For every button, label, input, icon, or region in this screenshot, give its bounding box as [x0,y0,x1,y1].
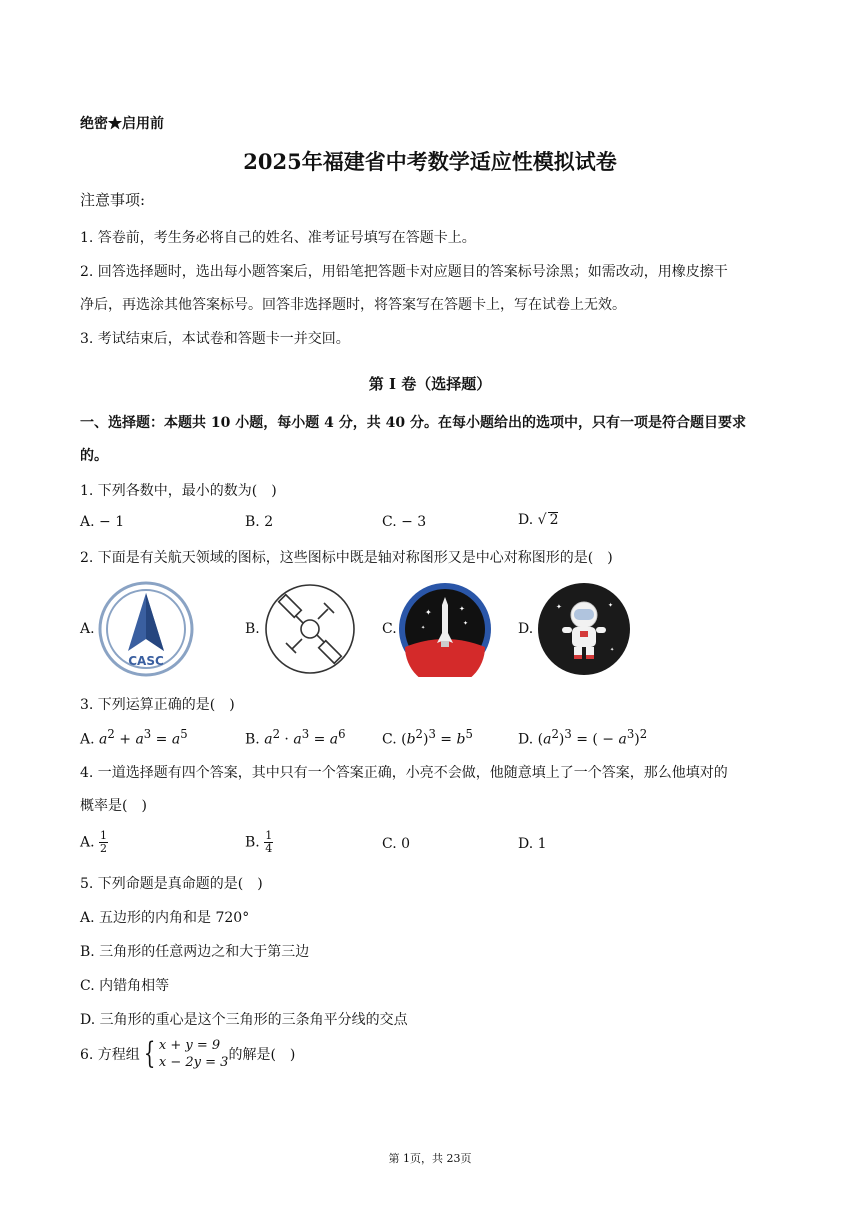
notice-heading: 注意事项: [80,191,146,209]
q1-option-b: B. 2 [245,514,274,530]
satellite-icon [262,581,358,677]
q5-option-a: A. 五边形的内角和是 720° [80,910,250,926]
page-title: 2025年福建省中考数学适应性模拟试卷 [243,149,617,174]
q5-option-d: D. 三角形的重心是这个三角形的三条角平分线的交点 [80,1012,408,1028]
question-3-stem: 3. 下列运算正确的是( ) [80,697,235,713]
svg-text:✦: ✦ [556,603,562,611]
q5-option-b: B. 三角形的任意两边之和大于第三边 [80,944,310,960]
q2-option-c-label: C. [382,621,397,637]
question-5-stem: 5. 下列命题是真命题的是( ) [80,876,263,892]
sqrt-radicand: 2 [549,512,559,528]
q3-option-a: A. $a^2 + a^3 = a^5$ [80,727,188,748]
svg-text:✦: ✦ [421,625,426,631]
q1-option-d: D. √ 2 [518,512,559,528]
svg-text:CASC: CASC [128,654,164,668]
q4-option-a: A. $\frac{1}{2}$ [80,829,108,855]
equation-system: { x + y = 9 x − 2y = 3 [143,1036,229,1071]
svg-text:✦: ✦ [425,608,432,617]
q3-option-b: B. $a^2 \cdot a^3 = a^6$ [245,727,346,748]
section-instruction: 一、选择题：本题共 10 小题，每小题 4 分，共 40 分。在每小题给出的选项中，只有一项是符合题目要求 [80,415,746,431]
svg-text:✦: ✦ [608,602,614,609]
q4-option-d: D. 1 [518,836,547,852]
question-4-stem: 4. 一道选择题有四个答案，其中只有一个答案正确，小亮不会做，他随意填上了一个答案，那么他填对的 [80,765,728,781]
q2-option-a-label: A. [80,621,95,637]
question-1-stem: 1. 下列各数中，最小的数为( ) [80,483,277,499]
confidential-label: 绝密★启用前 [80,116,164,132]
astronaut-badge-icon [536,581,632,677]
svg-text:✦: ✦ [463,620,469,627]
q3-option-d: D. $(a^2)^3$ = ( − $a^3)^2$ [518,727,648,748]
q4-option-b: B. $\frac{1}{4}$ [245,829,273,855]
svg-text:✦: ✦ [459,605,465,613]
q2-option-d-label: D. [518,621,534,637]
section-instruction-cont: 的。 [80,448,108,464]
question-2-stem: 2. 下面是有关航天领域的图标，这些图标中既是轴对称图形又是中心对称图形的是( ) [80,550,613,566]
question-6-stem: 6. 方程组 { x + y = 9 x − 2y = 3 的解是( ) [80,1036,296,1071]
q1-option-a: A. − 1 [80,514,125,530]
q4-option-c: C. 0 [382,836,411,852]
section-title: 第 I 卷（选择题） [368,375,492,393]
notice-item: 3. 考试结束后，本试卷和答题卡一并交回。 [80,331,350,347]
q3-option-c: C. $(b^2)^3 = b^5$ [382,727,473,748]
notice-item: 净后，再选涂其他答案标号。回答非选择题时，将答案写在答题卡上，写在试卷上无效。 [80,297,626,313]
rocket-badge-icon [397,581,493,677]
notice-item: 1. 答卷前，考生务必将自己的姓名、准考证号填写在答题卡上。 [80,230,476,246]
q5-option-c: C. 内错角相等 [80,978,170,994]
question-4-stem-cont: 概率是( ) [80,798,147,814]
q1-option-c: C. − 3 [382,514,427,530]
notice-item: 2. 回答选择题时，选出每小题答案后，用铅笔把答题卡对应题目的答案标号涂黑；如需改动，用橡皮擦干 [80,264,728,280]
q2-option-b-label: B. [245,621,260,637]
casc-logo-icon [98,581,194,677]
svg-text:✦: ✦ [610,647,615,653]
page-footer: 第 1页，共 23页 [388,1152,472,1165]
